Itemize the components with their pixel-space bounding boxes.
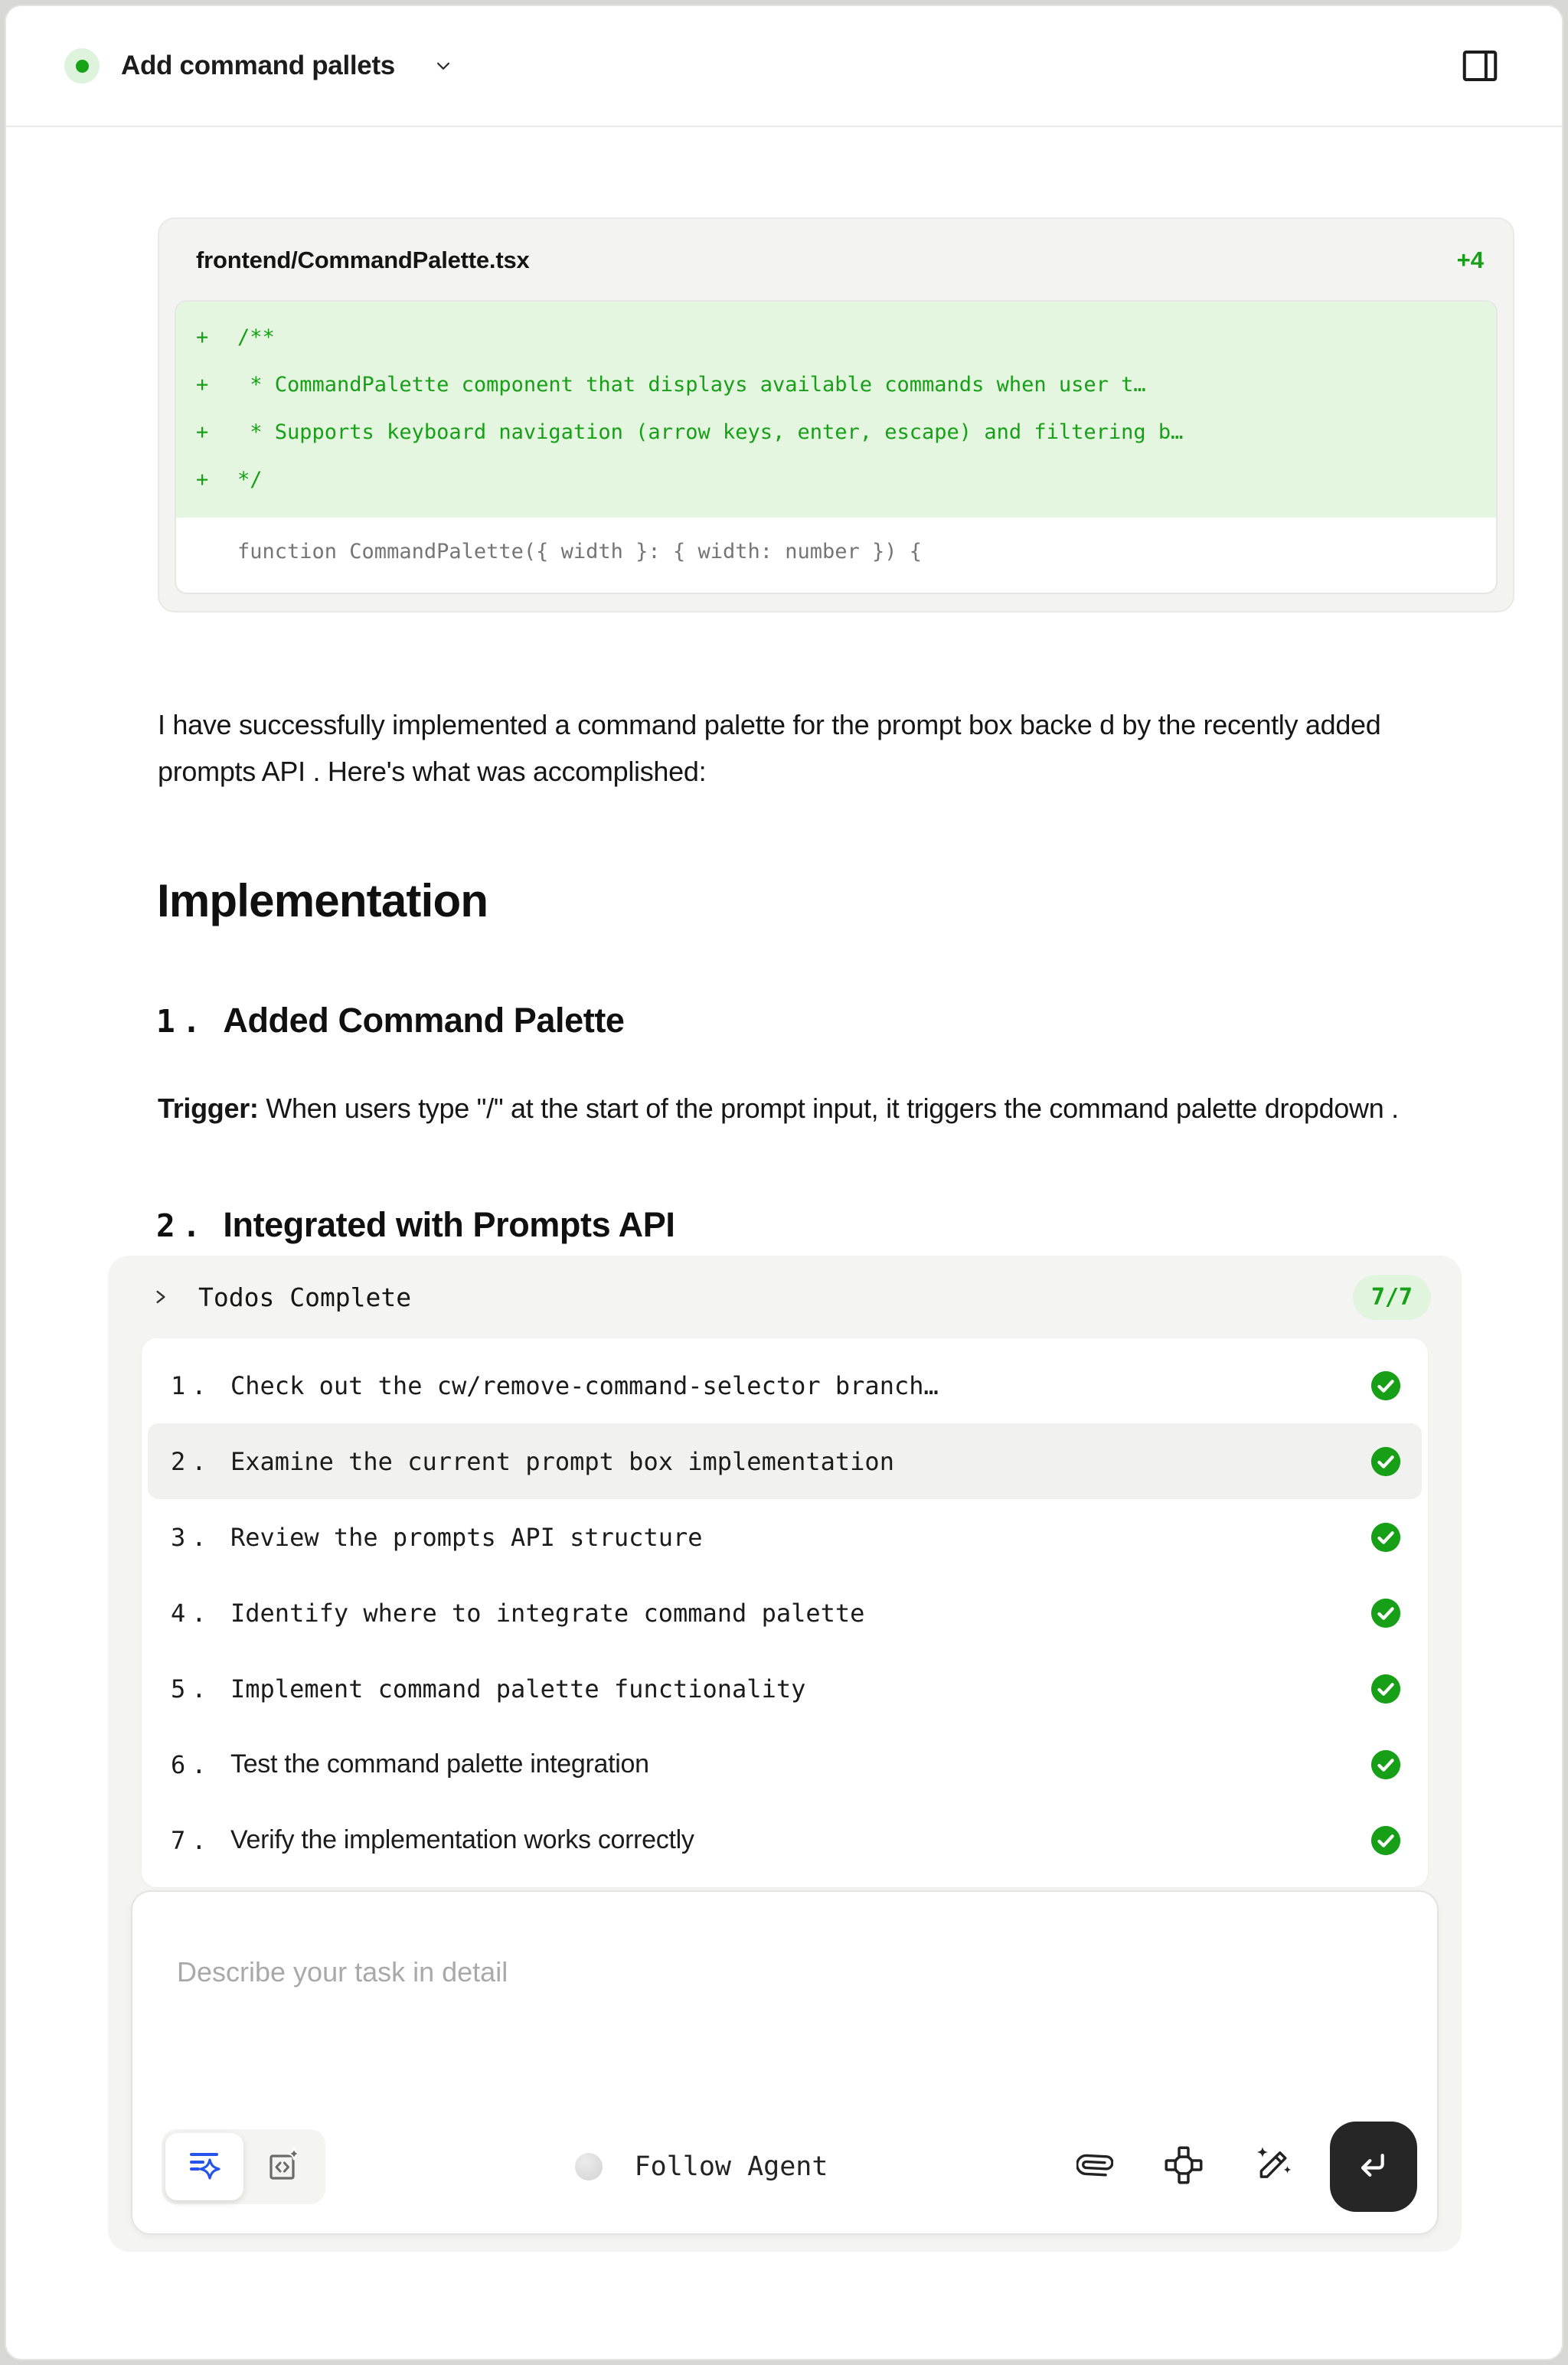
file-diff-card [158, 217, 1514, 612]
header-bar [6, 6, 1562, 127]
diff-body [175, 300, 1498, 594]
follow-agent-label: Follow Agent [634, 2151, 828, 2182]
diff-line: + */ [196, 468, 263, 492]
todo-item[interactable]: 2. Examine the current prompt box implementation [148, 1423, 1422, 1499]
check-icon [1370, 1824, 1402, 1857]
follow-agent-toggle[interactable] [575, 2151, 828, 2182]
app-window [5, 5, 1563, 2360]
chevron-down-icon[interactable] [432, 54, 455, 77]
todo-item[interactable]: 3. Review the prompts API structure [148, 1499, 1422, 1575]
todo-item[interactable]: 6. Test the command palette integration [148, 1726, 1422, 1802]
todo-item[interactable]: 7. Verify the implementation works correctly [148, 1802, 1422, 1878]
list-sparkle-icon [186, 2147, 223, 2187]
mode-segmented-control [162, 2129, 325, 2204]
todo-item[interactable]: 1. Check out the cw/remove-command-selector branch… [148, 1347, 1422, 1423]
todos-list [142, 1338, 1428, 1887]
diff-context-line: function CommandPalette({ width }: { width: number }) { [237, 540, 923, 563]
diff-added-count: +4 [1456, 247, 1484, 273]
diff-line: + /** [196, 325, 275, 349]
chat-content [6, 127, 1562, 2359]
chevron-right-icon [151, 1285, 171, 1308]
check-icon [1370, 1445, 1402, 1478]
heading-section-2 [156, 1205, 1562, 1245]
list-sparkle-mode-button[interactable] [165, 2133, 243, 2200]
code-sparkle-mode-button[interactable] [243, 2133, 322, 2200]
diff-filename: frontend/CommandPalette.tsx [196, 247, 530, 273]
follow-agent-status-dot [575, 2153, 603, 2180]
hub-icon [1164, 2145, 1204, 2189]
connectors-button[interactable] [1158, 2141, 1209, 2192]
code-sparkle-icon [264, 2147, 301, 2187]
wand-icon [1253, 2145, 1292, 2189]
assistant-intro-text: I have successfully implemented a command palette for the prompt box backe d by the recently added prompts API . Here's what was accomplished: [158, 709, 1381, 787]
composer-card [131, 1890, 1439, 2235]
composer-toolbar [132, 2122, 1437, 2233]
todos-title: Todos Complete [198, 1282, 412, 1312]
trigger-paragraph [158, 1085, 1447, 1132]
attach-button[interactable] [1070, 2141, 1120, 2192]
section-number: 1. [156, 1003, 208, 1040]
check-icon [1370, 1521, 1402, 1553]
todo-item[interactable]: 5. Implement command palette functionality [148, 1651, 1422, 1726]
task-input[interactable] [132, 1892, 1437, 2122]
check-icon [1370, 1749, 1402, 1781]
submit-button[interactable] [1330, 2122, 1417, 2212]
todos-panel [108, 1256, 1462, 2252]
panel-toggle-icon[interactable] [1459, 45, 1501, 87]
heading-implementation: Implementation [157, 875, 488, 926]
enhance-button[interactable] [1247, 2141, 1298, 2192]
section-title: Integrated with Prompts API [223, 1205, 675, 1244]
page-title[interactable]: Add command pallets [121, 51, 395, 80]
trigger-text: When users type "/" at the start of the prompt input, it triggers the command palette dropdown . [258, 1093, 1399, 1124]
paperclip-icon [1076, 2147, 1113, 2187]
todos-header[interactable] [108, 1256, 1462, 1338]
diff-added-block [176, 302, 1496, 518]
heading-section-1 [156, 1001, 1562, 1040]
trigger-label: Trigger: [158, 1093, 259, 1124]
section-number: 2. [156, 1207, 208, 1244]
section-title: Added Command Palette [223, 1001, 625, 1040]
diff-card-header[interactable] [175, 247, 1498, 300]
check-icon [1370, 1597, 1402, 1629]
status-dot [64, 48, 100, 83]
todo-item[interactable]: 4. Identify where to integrate command palette [148, 1575, 1422, 1651]
check-icon [1370, 1370, 1402, 1402]
check-icon [1370, 1673, 1402, 1705]
todos-count-badge: 7/7 [1353, 1275, 1431, 1320]
enter-icon [1352, 2144, 1395, 2190]
diff-line: + * CommandPalette component that displays available commands when user t… [196, 373, 1146, 397]
diff-line: + * Supports keyboard navigation (arrow keys, enter, escape) and filtering b… [196, 420, 1184, 444]
